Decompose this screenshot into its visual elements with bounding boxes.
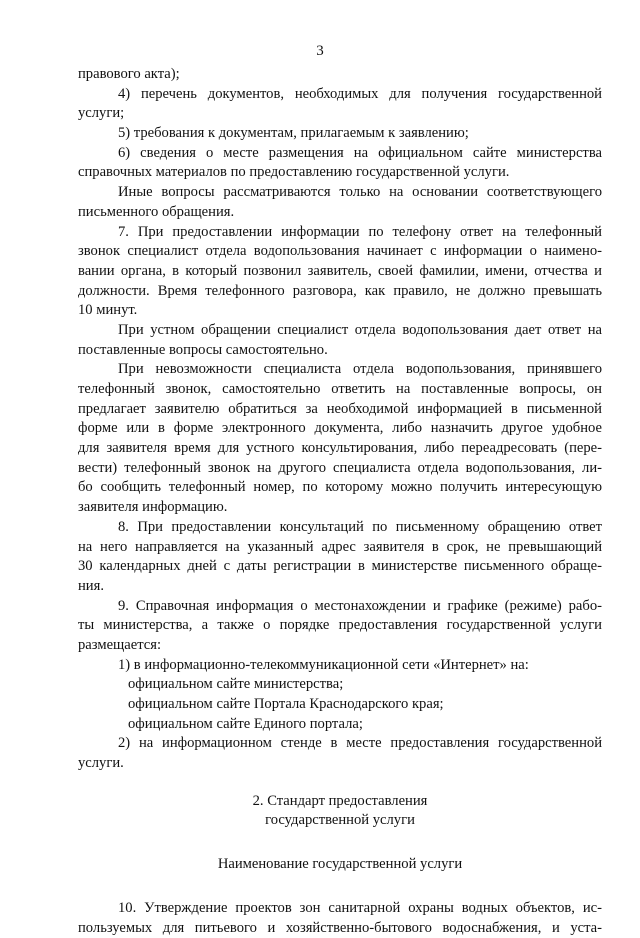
spacer: [78, 875, 602, 899]
text-line: 7. При предоставлении информации по телефону ответ на телефонный: [78, 223, 602, 243]
subsection-heading: Наименование государственной услуги: [78, 855, 602, 875]
text-line: 6) сведения о месте размещения на официальном сайте министерства: [78, 144, 602, 164]
text-line: на него направляется на указанный адрес заявителя в срок, не превышающий: [78, 538, 602, 558]
text-line: форме или в форме электронного документа, либо назначить другое удобное: [78, 419, 602, 439]
text-line: При устном обращении специалист отдела водопользования дает ответ на: [78, 321, 602, 341]
text-line: 2) на информационном стенде в месте предоставления государственной: [78, 734, 602, 754]
text-line: поставленные вопросы самостоятельно.: [78, 341, 602, 361]
text-line: При невозможности специалиста отдела водопользования, принявшего: [78, 360, 602, 380]
text-line: ты министерства, а также о порядке предоставления государственной услуги: [78, 616, 602, 636]
text-line: телефонный звонок, самостоятельно ответить на поставленные вопросы, он: [78, 380, 602, 400]
text-line: звонок специалист отдела водопользования начинает с информации о наимено-: [78, 242, 602, 262]
text-line: должности. Время телефонного разговора, как правило, не должно превышать: [78, 282, 602, 302]
spacer: [78, 774, 602, 792]
text-line: справочных материалов по предоставлению государственной услуги.: [78, 163, 602, 183]
text-line: заявителя информацию.: [78, 498, 602, 518]
text-line: ния.: [78, 577, 602, 597]
text-line: 4) перечень документов, необходимых для получения государственной: [78, 85, 602, 105]
text-line: 10 минут.: [78, 301, 602, 321]
text-line: 30 календарных дней с даты регистрации в министерстве письменного обраще-: [78, 557, 602, 577]
text-line: Иные вопросы рассматриваются только на основании соответствующего: [78, 183, 602, 203]
text-line: для заявителя время для устного консультирования, либо переадресовать (пере-: [78, 439, 602, 459]
text-line: письменного обращения.: [78, 203, 602, 223]
text-line: 9. Справочная информация о местонахождении и графике (режиме) рабо-: [78, 597, 602, 617]
text-line: правового акта);: [78, 65, 602, 85]
section-heading: [78, 792, 602, 831]
text-line: официальном сайте министерства;: [78, 675, 602, 695]
text-line: предлагает заявителю обратиться за необходимой информацией в письменной: [78, 400, 602, 420]
text-line: размещается:: [78, 636, 602, 656]
spacer: [78, 831, 602, 855]
page-number: 3: [0, 42, 640, 60]
text-line: услуги;: [78, 104, 602, 124]
text-line: официальном сайте Единого портала;: [78, 715, 602, 735]
text-line: 8. При предоставлении консультаций по письменному обращению ответ: [78, 518, 602, 538]
text-line: услуги.: [78, 754, 602, 774]
section-heading-line: 2. Стандарт предоставления: [78, 792, 602, 812]
text-line: вести) телефонный звонок на другого специалиста отдела водопользования, ли-: [78, 459, 602, 479]
text-line: 5) требования к документам, прилагаемым к заявлению;: [78, 124, 602, 144]
text-line: пользуемых для питьевого и хозяйственно-бытового водоснабжения, и уста-: [78, 919, 602, 938]
document-body: [78, 65, 602, 938]
text-line: 10. Утверждение проектов зон санитарной охраны водных объектов, ис-: [78, 899, 602, 919]
text-line: 1) в информационно-телекоммуникационной сети «Интернет» на:: [78, 656, 602, 676]
text-line: вании органа, в который позвонил заявитель, своей фамилии, имени, отчества и: [78, 262, 602, 282]
section-heading-line: государственной услуги: [78, 811, 602, 831]
text-line: бо сообщить телефонный номер, по которому можно получить интересующую: [78, 478, 602, 498]
text-line: официальном сайте Портала Краснодарского края;: [78, 695, 602, 715]
